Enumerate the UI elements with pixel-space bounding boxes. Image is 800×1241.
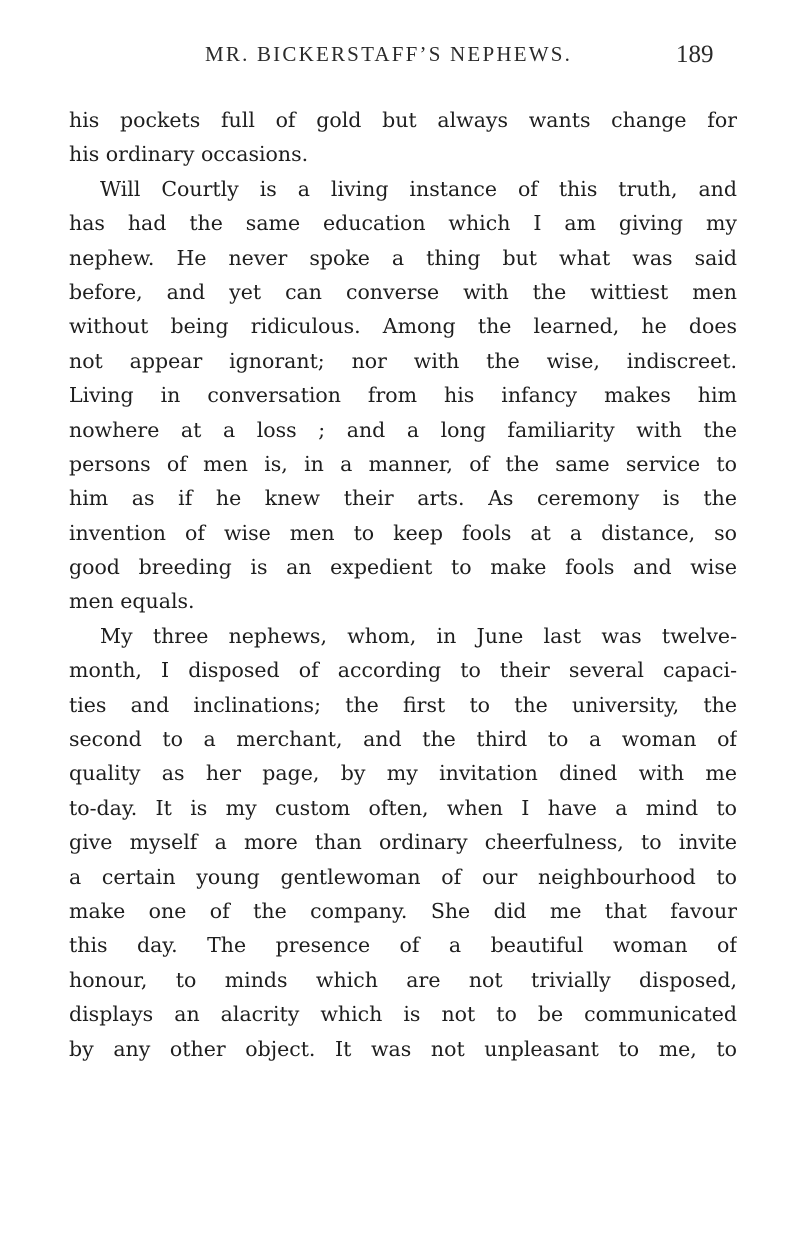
text-line: Living in conversation from his infancy makes him — [69, 383, 737, 408]
text-line: month, I disposed of according to their several capaci- — [69, 658, 737, 683]
text-line: second to a merchant, and the third to a woman of — [69, 727, 737, 752]
text-line: to-day. It is my custom often, when I have a mind to — [69, 795, 737, 820]
text-line: nowhere at a loss ; and a long familiarity with the — [69, 417, 737, 442]
text-line: quality as her page, by my invitation dined with me — [69, 761, 737, 786]
text-line: My three nephews, whom, in June last was twelve- — [100, 623, 737, 648]
text-line: by any other object. It was not unpleasant to me, to — [69, 1036, 737, 1061]
text-line: a certain young gentlewoman of our neighbourhood to — [69, 864, 737, 889]
text-line: good breeding is an expedient to make fools and wise — [69, 555, 737, 580]
text-line: give myself a more than ordinary cheerfulness, to invite — [69, 830, 737, 855]
running-head: MR. BICKERSTAFF’S NEPHEWS. — [205, 42, 573, 66]
text-line: invention of wise men to keep fools at a distance, so — [69, 520, 737, 545]
text-line: without being ridiculous. Among the learned, he does — [69, 314, 737, 339]
text-line: his pockets full of gold but always wants change for — [69, 108, 737, 132]
text-line: Will Courtly is a living instance of this truth, and — [100, 176, 737, 201]
text-line: before, and yet can converse with the wittiest men — [69, 279, 737, 304]
text-line: this day. The presence of a beautiful woman of — [69, 933, 737, 958]
text-line: has had the same education which I am giving my — [69, 211, 737, 236]
text-line: ties and inclinations; the first to the university, the — [69, 692, 737, 717]
text-line: his ordinary occasions. — [69, 142, 309, 167]
text-line: men equals. — [69, 589, 195, 614]
body-text — [69, 103, 737, 1066]
text-line: make one of the company. She did me that favour — [69, 898, 737, 923]
text-line: honour, to minds which are not trivially disposed, — [69, 967, 737, 992]
text-line: displays an alacrity which is not to be communicated — [69, 1002, 737, 1027]
text-line: not appear ignorant; nor with the wise, indiscreet. — [69, 348, 737, 373]
text-line: nephew. He never spoke a thing but what was said — [69, 245, 737, 270]
page-number: 189 — [676, 41, 714, 68]
text-line: him as if he knew their arts. As ceremony is the — [69, 486, 737, 511]
text-line: persons of men is, in a manner, of the same service to — [69, 451, 737, 476]
